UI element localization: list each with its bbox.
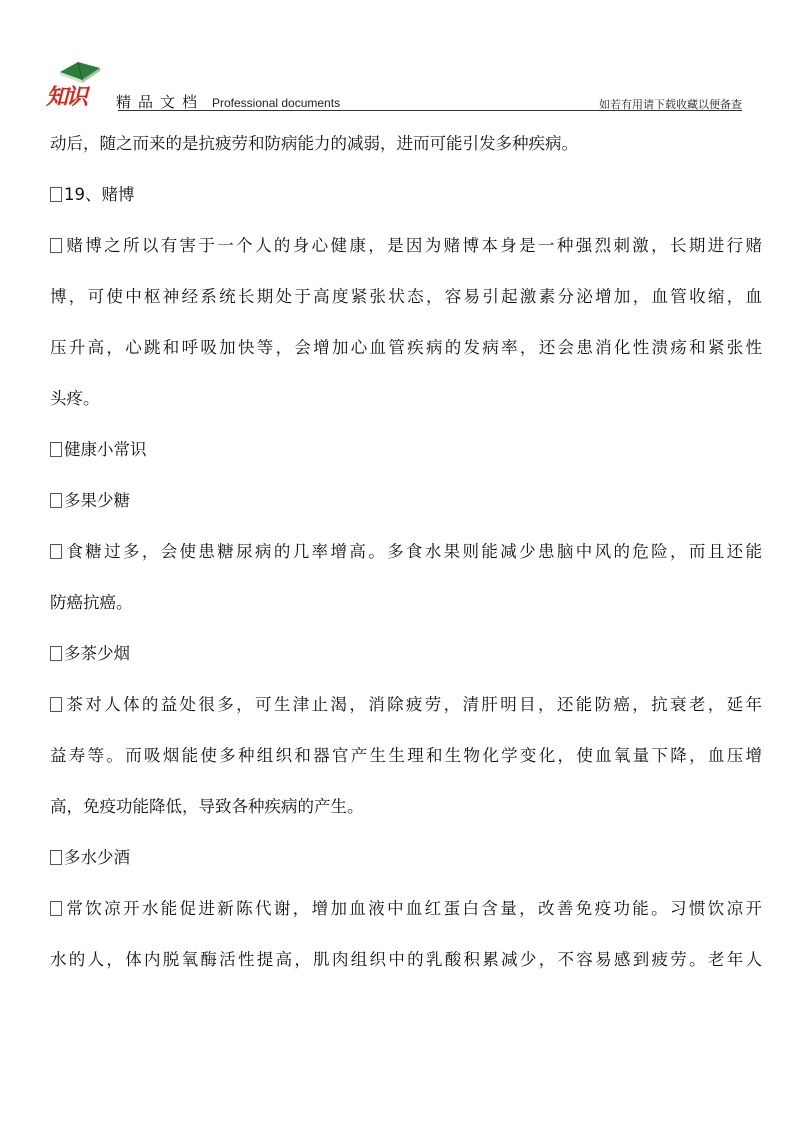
text-line: 高，免疫功能降低，导致各种疾病的产生。 <box>50 797 364 816</box>
logo-text: 知识 <box>46 84 87 110</box>
text-line: 水的人，体内脱氧酶活性提高，肌肉组织中的乳酸积累减少，不容易感到疲劳。老年人 <box>50 950 762 969</box>
section-heading: 多水少酒 <box>50 832 762 883</box>
text-line: 益寿等。而吸烟能使多种组织和器官产生生理和生物化学变化，使血氧量下降，血压增 <box>50 746 762 765</box>
checkbox-glyph-icon <box>50 493 62 508</box>
text-line: 茶对人体的益处很多，可生津止渴，消除疲劳，清肝明目，还能防癌，抗衰老，延年 <box>50 679 762 730</box>
text-line: 博，可使中枢神经系统长期处于高度紧张状态，容易引起激素分泌增加，血管收缩，血 <box>50 287 762 306</box>
checkbox-glyph-icon <box>50 238 62 253</box>
section-heading: 健康小常识 <box>50 424 762 475</box>
header-note: 如若有用请下载收藏以便备查 <box>599 98 742 111</box>
checkbox-glyph-icon <box>50 442 62 457</box>
header-divider <box>118 110 742 111</box>
checkbox-glyph-icon <box>50 187 62 202</box>
checkbox-glyph-icon <box>50 901 62 916</box>
section-heading: 多果少糖 <box>50 475 762 526</box>
checkbox-glyph-icon <box>50 544 62 559</box>
text-line: 压升高，心跳和呼吸加快等，会增加心血管疾病的发病率，还会患消化性溃疡和紧张性 <box>50 338 762 357</box>
text-line: 防癌抗癌。 <box>50 593 133 612</box>
text-line: 常饮凉开水能促进新陈代谢，增加血液中血红蛋白含量，改善免疫功能。习惯饮凉开 <box>50 883 762 934</box>
document-body <box>50 118 762 985</box>
logo <box>46 56 108 108</box>
checkbox-glyph-icon <box>50 646 62 661</box>
brand-title: 精品文档 <box>116 93 205 111</box>
section-heading: 19、赌博 <box>50 169 762 220</box>
page-header <box>0 0 794 112</box>
text-line: 头疼。 <box>50 389 100 408</box>
text-line: 赌博之所以有害于一个人的身心健康，是因为赌博本身是一种强烈刺激，长期进行赌 <box>50 220 762 271</box>
brand-subtitle: Professional documents <box>212 96 341 110</box>
text-line: 动后，随之而来的是抗疲劳和防病能力的减弱，进而可能引发多种疾病。 <box>50 134 578 153</box>
checkbox-glyph-icon <box>50 697 62 712</box>
text-line: 食糖过多，会使患糖尿病的几率增高。多食水果则能减少患脑中风的危险，而且还能 <box>50 526 762 577</box>
section-heading: 多茶少烟 <box>50 628 762 679</box>
checkbox-glyph-icon <box>50 850 62 865</box>
